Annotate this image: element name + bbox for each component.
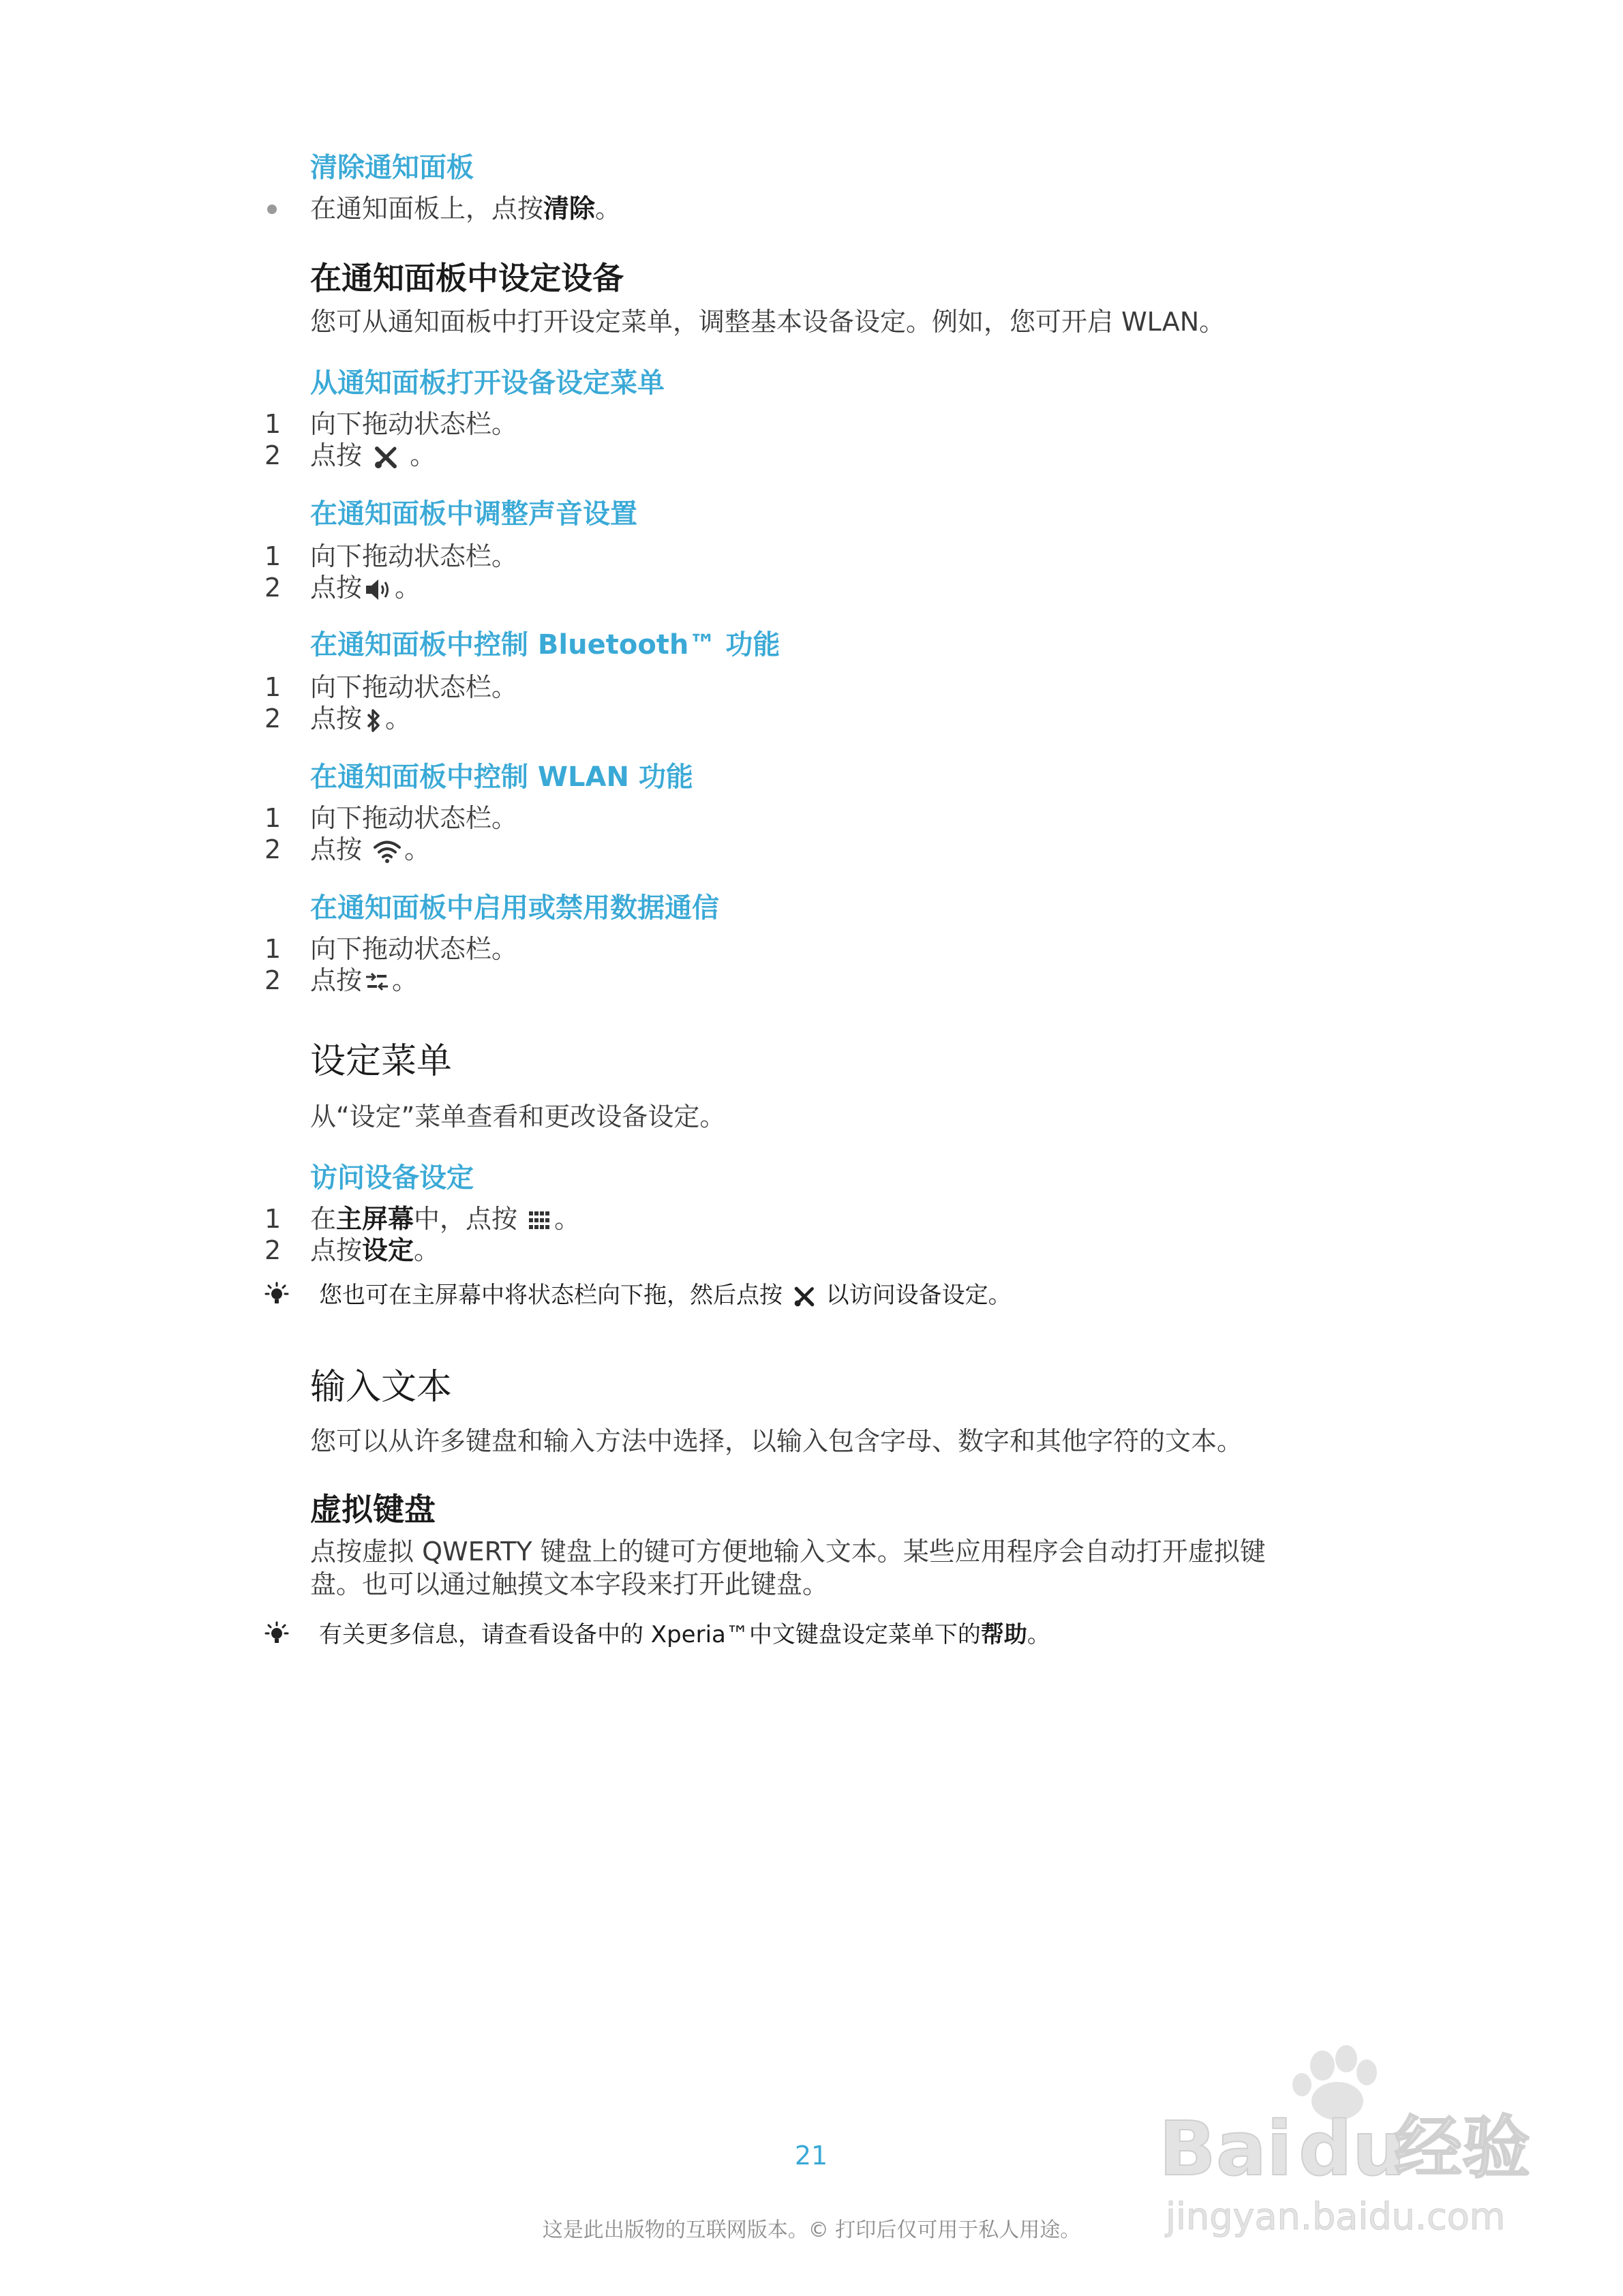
step-number: 2 bbox=[264, 704, 282, 734]
lightbulb-tip-icon bbox=[262, 1620, 292, 1650]
step-text: 点按 。 bbox=[310, 704, 412, 734]
watermark-bai: Bai bbox=[1159, 2105, 1292, 2192]
wifi-icon bbox=[373, 839, 401, 864]
baidu-jingyan-watermark bbox=[1159, 2045, 1568, 2250]
step-number: 2 bbox=[264, 573, 282, 603]
step-text: 点按 。 bbox=[310, 834, 431, 864]
step-number: 1 bbox=[264, 1204, 282, 1234]
step-text: 点按设定。 bbox=[310, 1235, 440, 1265]
bluetooth-icon bbox=[365, 707, 382, 734]
step-number: 1 bbox=[264, 409, 282, 439]
step-text: 点按 。 bbox=[310, 573, 421, 603]
bluetooth-heading: 在通知面板中控制 Bluetooth™ 功能 bbox=[310, 629, 780, 661]
clear-panel-heading: 清除通知面板 bbox=[310, 152, 474, 183]
step-text: 点按 。 bbox=[310, 965, 419, 995]
text-input-desc: 您可以从许多键盘和输入方法中选择，以输入包含字母、数字和其他字符的文本。 bbox=[310, 1426, 1243, 1456]
settings-tools-icon bbox=[793, 1285, 816, 1308]
step-number: 1 bbox=[264, 541, 282, 571]
open-settings-heading: 从通知面板打开设备设定菜单 bbox=[310, 367, 665, 399]
page-number: 21 bbox=[794, 2141, 828, 2171]
footer-note: 这是此出版物的互联网版本。© 打印后仅可用于私人用途。 bbox=[542, 2218, 1081, 2242]
settings-in-panel-desc: 您可从通知面板中打开设定菜单，调整基本设备设定。例如，您可开启 WLAN。 bbox=[310, 307, 1226, 337]
step-text: 向下拖动状态栏。 bbox=[310, 803, 518, 833]
step-number: 1 bbox=[264, 934, 282, 964]
step-number: 2 bbox=[264, 1235, 282, 1265]
step-text: 向下拖动状态栏。 bbox=[310, 541, 518, 571]
watermark-url: jingyan.baidu.com bbox=[1166, 2195, 1506, 2238]
virtual-keyboard-desc-line2: 盘。也可以通过触摸文本字段来打开此键盘。 bbox=[310, 1569, 829, 1599]
watermark-jingyan: 经验 bbox=[1394, 2108, 1530, 2188]
settings-menu-desc: 从“设定”菜单查看和更改设备设定。 bbox=[310, 1102, 726, 1132]
speaker-icon bbox=[365, 577, 392, 602]
lightbulb-tip-icon bbox=[262, 1280, 292, 1310]
step-number: 1 bbox=[264, 803, 282, 833]
app-grid-icon bbox=[528, 1211, 551, 1231]
virtual-keyboard-heading: 虚拟键盘 bbox=[310, 1491, 436, 1528]
bullet-dot bbox=[267, 205, 277, 214]
data-traffic-icon bbox=[365, 971, 389, 993]
step-number: 1 bbox=[264, 672, 282, 702]
step-number: 2 bbox=[264, 440, 282, 470]
virtual-keyboard-desc-line1: 点按虚拟 QWERTY 键盘上的键可方便地输入文本。某些应用程序会自动打开虚拟键 bbox=[310, 1537, 1266, 1567]
step-text: 向下拖动状态栏。 bbox=[310, 409, 518, 439]
section-heading-settings-in-panel: 在通知面板中设定设备 bbox=[310, 260, 624, 297]
settings-menu-title: 设定菜单 bbox=[310, 1041, 453, 1082]
text-input-title: 输入文本 bbox=[310, 1367, 453, 1408]
keyboard-tip: 有关更多信息，请查看设备中的 Xperia™中文键盘设定菜单下的帮助。 bbox=[319, 1621, 1050, 1648]
watermark-du: du bbox=[1299, 2105, 1406, 2192]
sound-settings-heading: 在通知面板中调整声音设置 bbox=[310, 498, 637, 530]
access-settings-heading: 访问设备设定 bbox=[310, 1162, 474, 1194]
clear-panel-instruction: 在通知面板上，点按清除。 bbox=[310, 194, 622, 224]
step-text: 向下拖动状态栏。 bbox=[310, 934, 518, 964]
step-text: 向下拖动状态栏。 bbox=[310, 672, 518, 702]
wlan-heading: 在通知面板中控制 WLAN 功能 bbox=[310, 761, 693, 793]
data-traffic-heading: 在通知面板中启用或禁用数据通信 bbox=[310, 892, 719, 924]
step-number: 2 bbox=[264, 965, 282, 995]
settings-tools-icon bbox=[373, 444, 399, 470]
step-text: 在主屏幕中，点按 。 bbox=[310, 1204, 581, 1234]
step-number: 2 bbox=[264, 834, 282, 864]
step-text: 点按 。 bbox=[310, 440, 436, 470]
access-settings-tip: 您也可在主屏幕中将状态栏向下拖，然后点按 以访问设备设定。 bbox=[319, 1282, 1012, 1309]
